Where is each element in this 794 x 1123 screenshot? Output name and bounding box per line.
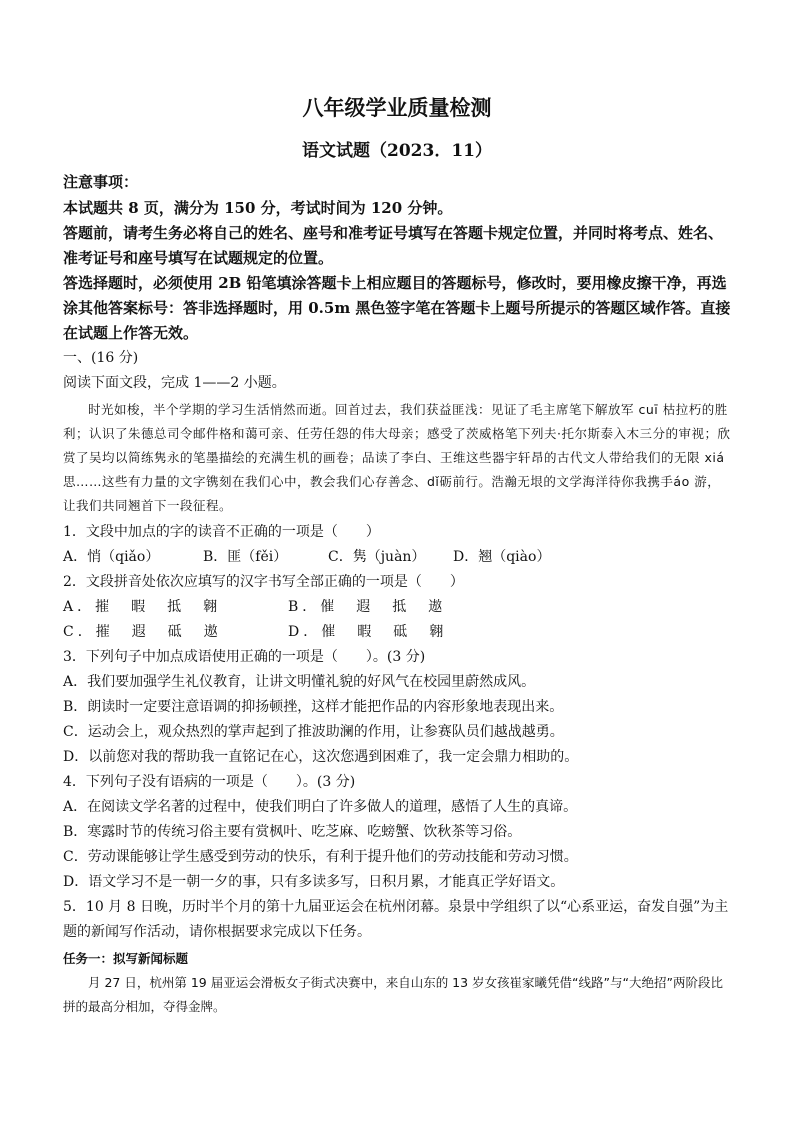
option-b: B．催 遐 抵 遨 [288, 599, 447, 615]
question-4-stem: 4．下列句子没有语病的一项是（ ）。(3 分) [63, 774, 356, 790]
exam-subtitle: 语文试题（2023．11） [302, 141, 492, 161]
option-d: D．翘（qiào） [453, 549, 551, 565]
option-c: C．隽（juàn） [328, 549, 426, 565]
task-1-heading: 任务一：拟写新闻标题 [63, 951, 189, 966]
option-b: B．朗读时一定要注意语调的抑扬顿挫，这样才能把作品的内容形象地表现出来。 [63, 699, 564, 715]
exam-title: 八年级学业质量检测 [302, 95, 492, 120]
option-c: C．摧 遐 砥 遨 [63, 624, 222, 640]
section-heading: 一、(16 分) [63, 350, 139, 366]
notice-item: 本试题共 8 页，满分为 150 分，考试时间为 120 分钟。 [63, 199, 453, 217]
notice-item: 答题前，请考生务必将自己的姓名、座号和准考证号填写在答题卡规定位置，并同时将考点、姓名、准考证号和座号填写在试题规定的位置。 [63, 224, 724, 267]
notice-item: 答选择题时，必须使用 2B 铅笔填涂答题卡上相应题目的答题标号，修改时，要用橡皮擦干净，再选涂其他答案标号：答非选择题时，用 0.5m 黑色签字笔在答题卡上题号所提示的答题区域作答。直接在试题上作答无效。 [63, 274, 731, 342]
option-d: D．语文学习不是一朝一夕的事，只有多读多写，日积月累，才能真正学好语文。 [63, 874, 565, 890]
option-b: B．寒露时节的传统习俗主要有赏枫叶、吃芝麻、吃螃蟹、饮秋茶等习俗。 [63, 824, 522, 840]
news-excerpt: 月 27 日，杭州第 19 届亚运会滑板女子街式决赛中，来自山东的 13 岁女孩崔家曦凭借“线路”与“大绝招”两阶段比拼的最高分相加，夺得金牌。 [63, 975, 723, 1014]
option-a: A．摧 暇 抵 翱 [63, 599, 222, 615]
exam-page [63, 92, 731, 1019]
question-2-options-row-2 [63, 620, 731, 645]
question-1-options [63, 545, 731, 570]
option-c: C．运动会上，观众热烈的掌声起到了推波助澜的作用，让参赛队员们越战越勇。 [63, 724, 564, 740]
reading-passage: 时光如梭，半个学期的学习生活悄然而逝。回首过去，我们获益匪浅：见证了毛主席笔下解放军 cuī 枯拉朽的胜利；认识了朱德总司令邮件格和蔼可亲、任劳任怨的伟大母亲；感受了茨威格笔下列夫·托尔斯泰入木三分的审视；欣赏了吴均以简练隽永的笔墨描绘的充满生机的画卷；品读了李白、王维这些器宇轩昂的古代文人带给我们的无限 xiá思……这些有力量的文字镌刻在我们心中，教会我们心存善念、dǐ砺前行。浩瀚无垠的文学海洋待你我携手áo 游，让我们共同翘首下一段征程。 [63, 402, 731, 513]
question-2-stem: 2．文段拼音处依次应填写的汉字书写全部正确的一项是（ ） [63, 574, 464, 590]
option-d: D．以前您对我的帮助我一直铭记在心，这次您遇到困难了，我一定会鼎力相助的。 [63, 749, 579, 765]
question-3-stem: 3．下列句子中加点成语使用正确的一项是（ ）。(3 分) [63, 649, 426, 665]
question-2-options-row-1 [63, 595, 731, 620]
option-a: A．我们要加强学生礼仪教育，让讲文明懂礼貌的好风气在校园里蔚然成风。 [63, 674, 536, 690]
option-c: C．劳动课能够让学生感受到劳动的快乐，有利于提升他们的劳动技能和劳动习惯。 [63, 849, 578, 865]
option-d: D．催 暇 砥 翱 [288, 624, 448, 640]
notice-heading: 注意事项： [63, 173, 139, 191]
reading-instruction: 阅读下面文段，完成 1——2 小题。 [63, 375, 286, 391]
option-a: A．在阅读文学名著的过程中，使我们明白了许多做人的道理，感悟了人生的真谛。 [63, 799, 578, 815]
notice-section [63, 171, 731, 346]
option-a: A．悄（qiǎo） [63, 549, 160, 565]
option-b: B．匪（fěi） [203, 549, 288, 565]
question-1-stem: 1．文段中加点的字的读音不正确的一项是（ ） [63, 524, 380, 540]
question-5-stem: 5．10 月 8 日晚，历时半个月的第十九届亚运会在杭州闭幕。泉景中学组织了以“心系亚运，奋发自强”为主题的新闻写作活动，请你根据要求完成以下任务。 [63, 899, 729, 940]
